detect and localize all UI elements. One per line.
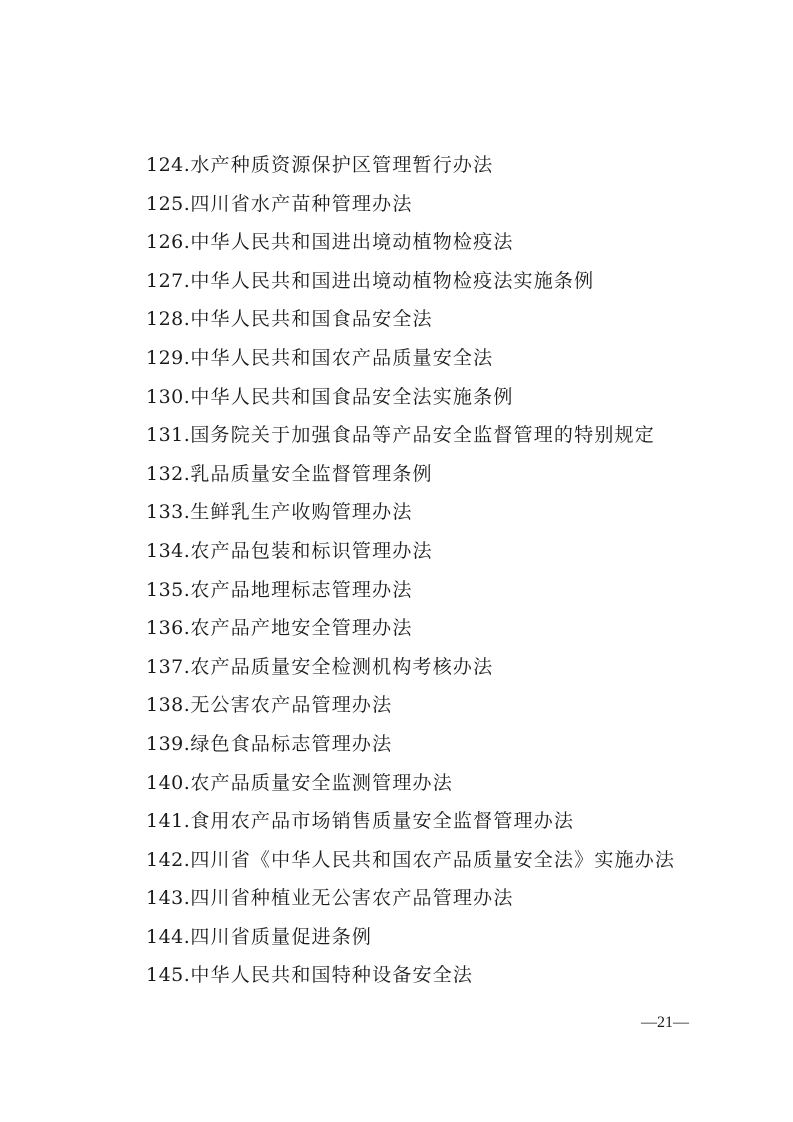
list-item [146, 185, 706, 224]
item-number: 126. [146, 231, 191, 254]
list-item [146, 455, 706, 494]
item-number: 132. [146, 462, 191, 485]
item-title: 中华人民共和国食品安全法实施条例 [190, 385, 514, 408]
item-title: 中华人民共和国进出境动植物检疫法实施条例 [190, 269, 595, 292]
list-item [146, 146, 706, 185]
list-item [146, 609, 706, 648]
item-number: 145. [146, 964, 191, 987]
item-number: 127. [146, 269, 191, 292]
list-item [146, 378, 706, 417]
item-title: 四川省种植业无公害农产品管理办法 [190, 887, 514, 910]
item-title: 食用农产品市场销售质量安全监督管理办法 [190, 810, 575, 833]
item-title: 中华人民共和国特种设备安全法 [190, 964, 474, 987]
list-item [146, 841, 706, 880]
item-number: 128. [146, 308, 191, 331]
list-item [146, 339, 706, 378]
list-item [146, 648, 706, 687]
item-number: 125. [146, 192, 191, 215]
item-title: 水产种质资源保护区管理暂行办法 [190, 154, 494, 176]
item-number: 135. [146, 578, 191, 601]
item-number: 130. [146, 385, 191, 408]
item-title: 中华人民共和国农产品质量安全法 [190, 346, 494, 369]
item-number: 133. [146, 501, 191, 524]
list-item [146, 764, 706, 803]
list-item [146, 416, 706, 455]
item-title: 农产品地理标志管理办法 [190, 578, 413, 601]
item-title: 四川省水产苗种管理办法 [190, 192, 413, 215]
item-title: 农产品产地安全管理办法 [190, 617, 413, 640]
list-item [146, 300, 706, 339]
item-number: 137. [146, 655, 191, 678]
item-number: 138. [146, 694, 191, 717]
list-item [146, 571, 706, 610]
item-title: 绿色食品标志管理办法 [190, 732, 393, 755]
item-title: 农产品质量安全监测管理办法 [190, 771, 453, 794]
list-item [146, 956, 706, 995]
item-title: 农产品质量安全检测机构考核办法 [190, 655, 494, 678]
item-number: 131. [146, 424, 191, 447]
item-number: 143. [146, 887, 191, 910]
list-item [146, 493, 706, 532]
item-number: 134. [146, 539, 191, 562]
item-number: 139. [146, 732, 191, 755]
item-title: 生鲜乳生产收购管理办法 [190, 501, 413, 524]
list-item [146, 262, 706, 301]
item-number: 144. [146, 925, 191, 948]
list-item [146, 802, 706, 841]
item-title: 四川省《中华人民共和国农产品质量安全法》实施办法 [190, 848, 676, 871]
item-title: 国务院关于加强食品等产品安全监督管理的特别规定 [190, 424, 655, 447]
item-number: 142. [146, 848, 191, 871]
regulation-list [146, 146, 706, 995]
item-title: 无公害农产品管理办法 [190, 694, 393, 717]
item-number: 136. [146, 617, 191, 640]
item-title: 四川省质量促进条例 [190, 925, 373, 948]
item-title: 中华人民共和国进出境动植物检疫法 [190, 231, 514, 254]
item-title: 中华人民共和国食品安全法 [190, 308, 433, 331]
list-item [146, 532, 706, 571]
list-item [146, 223, 706, 262]
item-number: 141. [146, 810, 191, 833]
item-title: 农产品包装和标识管理办法 [190, 539, 433, 562]
list-item [146, 918, 706, 957]
list-item [146, 879, 706, 918]
list-item [146, 725, 706, 764]
item-number: 129. [146, 346, 191, 369]
item-number: 140. [146, 771, 191, 794]
item-number: 124. [146, 154, 191, 176]
page-number: —21— [641, 1014, 689, 1031]
item-title: 乳品质量安全监督管理条例 [190, 462, 433, 485]
list-item [146, 686, 706, 725]
